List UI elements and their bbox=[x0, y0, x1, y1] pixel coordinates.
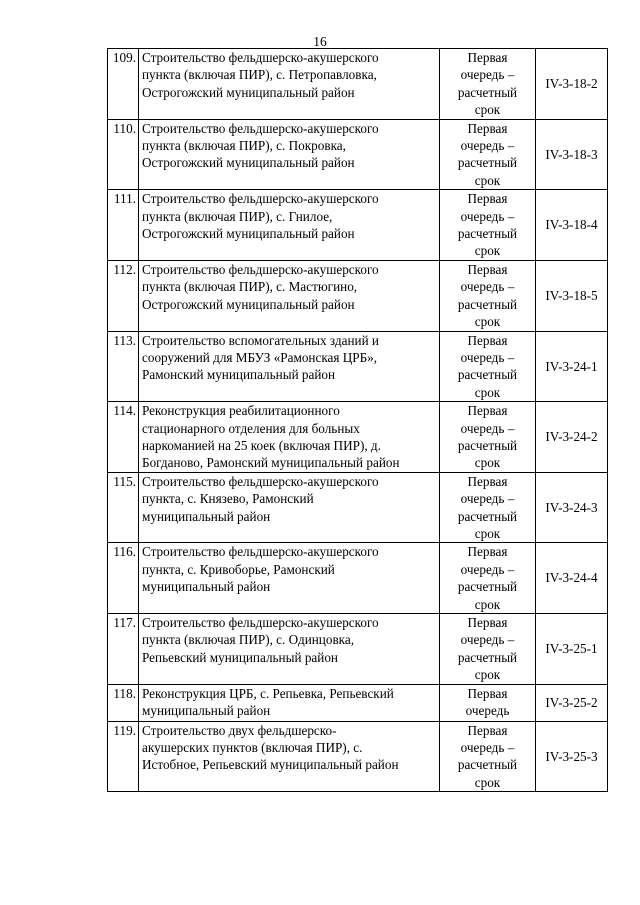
stage-line: очередь – bbox=[460, 138, 515, 154]
stage-line: Первая bbox=[467, 722, 508, 738]
stage-line: очередь – bbox=[460, 208, 515, 224]
description-line: сооружений для МБУЗ «Рамонская ЦРБ», bbox=[142, 349, 378, 365]
stage-line: расчетный bbox=[457, 84, 518, 100]
project-code: IV-3-24-1 bbox=[536, 331, 608, 402]
implementation-stage bbox=[440, 331, 536, 402]
stage-line: Первая bbox=[467, 685, 508, 701]
description-line: Истобное, Репьевский муниципальный район bbox=[142, 757, 399, 773]
row-number: 116. bbox=[108, 543, 139, 614]
row-number: 117. bbox=[108, 614, 139, 685]
project-description bbox=[139, 721, 440, 792]
project-description bbox=[139, 190, 440, 261]
implementation-stage bbox=[440, 543, 536, 614]
stage-line: Первая bbox=[467, 50, 508, 65]
project-description bbox=[139, 331, 440, 402]
table-row bbox=[108, 260, 608, 331]
project-code: IV-3-24-2 bbox=[536, 402, 608, 473]
row-number: 114. bbox=[108, 402, 139, 473]
description-line: пункта (включая ПИР), с. Гнилое, bbox=[142, 208, 333, 224]
project-code: IV-3-24-3 bbox=[536, 472, 608, 543]
row-number: 109. bbox=[108, 49, 139, 120]
description-line: Острогожский муниципальный район bbox=[142, 84, 355, 100]
row-number: 111. bbox=[108, 190, 139, 261]
table-row bbox=[108, 49, 608, 120]
description-line: Реконструкция ЦРБ, с. Репьевка, Репьевский bbox=[142, 685, 394, 701]
implementation-stage bbox=[440, 684, 536, 721]
description-line: муниципальный район bbox=[142, 579, 271, 595]
stage-line: срок bbox=[474, 455, 501, 471]
description-line: пункта, с. Князево, Рамонский bbox=[142, 491, 314, 507]
row-number: 119. bbox=[108, 721, 139, 792]
stage-line: очередь – bbox=[460, 67, 515, 83]
stage-line: срок bbox=[474, 774, 501, 790]
stage-line: расчетный bbox=[457, 437, 518, 453]
description-line: наркоманией на 25 коек (включая ПИР), д. bbox=[142, 437, 381, 453]
stage-line: Первая bbox=[467, 332, 508, 348]
stage-line: срок bbox=[474, 102, 501, 118]
stage-line: очередь – bbox=[460, 561, 515, 577]
stage-line: очередь – bbox=[460, 491, 515, 507]
description-line: Острогожский муниципальный район bbox=[142, 296, 355, 312]
stage-line: Первая bbox=[467, 544, 508, 560]
project-description bbox=[139, 260, 440, 331]
description-line: Репьевский муниципальный район bbox=[142, 649, 338, 665]
table-row bbox=[108, 119, 608, 190]
row-number: 112. bbox=[108, 260, 139, 331]
stage-line: срок bbox=[474, 525, 501, 541]
description-line: Рамонский муниципальный район bbox=[142, 367, 336, 383]
stage-line: очередь – bbox=[460, 740, 515, 756]
row-number: 110. bbox=[108, 119, 139, 190]
stage-line: Первая bbox=[467, 403, 508, 419]
project-description bbox=[139, 614, 440, 685]
description-line: стационарного отделения для больных bbox=[142, 420, 360, 436]
description-line: пункта (включая ПИР), с. Покровка, bbox=[142, 138, 346, 154]
description-line: Строительство фельдшерско-акушерского bbox=[142, 473, 379, 489]
stage-line: очередь – bbox=[460, 349, 515, 365]
implementation-stage bbox=[440, 614, 536, 685]
project-description bbox=[139, 472, 440, 543]
description-line: муниципальный район bbox=[142, 508, 271, 524]
description-line: Строительство фельдшерско-акушерского bbox=[142, 615, 379, 630]
project-description bbox=[139, 543, 440, 614]
table-body bbox=[108, 49, 608, 792]
implementation-stage bbox=[440, 721, 536, 792]
row-number: 115. bbox=[108, 472, 139, 543]
stage-line: Первая bbox=[467, 191, 508, 207]
description-line: Реконструкция реабилитационного bbox=[142, 403, 340, 419]
description-line: пункта (включая ПИР), с. Одинцовка, bbox=[142, 632, 355, 648]
stage-line: очередь – bbox=[460, 279, 515, 295]
row-number: 118. bbox=[108, 684, 139, 721]
project-code: IV-3-25-2 bbox=[536, 684, 608, 721]
table-row bbox=[108, 331, 608, 402]
project-code: IV-3-18-4 bbox=[536, 190, 608, 261]
table-row bbox=[108, 190, 608, 261]
description-line: пункта (включая ПИР), с. Петропавловка, bbox=[142, 67, 377, 83]
implementation-stage bbox=[440, 119, 536, 190]
stage-line: срок bbox=[474, 314, 501, 330]
table-row bbox=[108, 614, 608, 685]
stage-line: Первая bbox=[467, 261, 508, 277]
description-line: Строительство фельдшерско-акушерского bbox=[142, 120, 379, 136]
stage-line: расчетный bbox=[457, 508, 518, 524]
project-description bbox=[139, 119, 440, 190]
description-line: Строительство фельдшерско-акушерского bbox=[142, 50, 379, 65]
implementation-stage bbox=[440, 260, 536, 331]
stage-line: Первая bbox=[467, 120, 508, 136]
description-line: муниципальный район bbox=[142, 703, 271, 719]
projects-table bbox=[107, 48, 608, 792]
stage-line: очередь – bbox=[460, 632, 515, 648]
implementation-stage bbox=[440, 49, 536, 120]
stage-line: расчетный bbox=[457, 757, 518, 773]
stage-line: расчетный bbox=[457, 155, 518, 171]
stage-line: расчетный bbox=[457, 649, 518, 665]
stage-line: очередь bbox=[465, 703, 510, 719]
description-line: Строительство вспомогательных зданий и bbox=[142, 332, 379, 348]
implementation-stage bbox=[440, 190, 536, 261]
description-line: Острогожский муниципальный район bbox=[142, 155, 355, 171]
page-number: 16 bbox=[313, 34, 327, 49]
project-code: IV-3-18-5 bbox=[536, 260, 608, 331]
project-description bbox=[139, 49, 440, 120]
stage-line: Первая bbox=[467, 473, 508, 489]
project-code: IV-3-25-3 bbox=[536, 721, 608, 792]
stage-line: срок bbox=[474, 172, 501, 188]
stage-line: расчетный bbox=[457, 226, 518, 242]
table-row bbox=[108, 472, 608, 543]
description-line: акушерских пунктов (включая ПИР), с. bbox=[142, 740, 363, 756]
table-row bbox=[108, 543, 608, 614]
project-description bbox=[139, 402, 440, 473]
description-line: Богданово, Рамонский муниципальный район bbox=[142, 455, 400, 471]
stage-line: расчетный bbox=[457, 367, 518, 383]
project-description bbox=[139, 684, 440, 721]
stage-line: расчетный bbox=[457, 296, 518, 312]
description-line: пункта, с. Кривоборье, Рамонский bbox=[142, 561, 335, 577]
stage-line: срок bbox=[474, 243, 501, 259]
stage-line: срок bbox=[474, 384, 501, 400]
project-code: IV-3-18-3 bbox=[536, 119, 608, 190]
description-line: Строительство фельдшерско-акушерского bbox=[142, 544, 379, 560]
stage-line: срок bbox=[474, 596, 501, 612]
stage-line: Первая bbox=[467, 615, 508, 630]
description-line: Строительство фельдшерско-акушерского bbox=[142, 191, 379, 207]
table-row bbox=[108, 684, 608, 721]
description-line: пункта (включая ПИР), с. Мастюгино, bbox=[142, 279, 358, 295]
row-number: 113. bbox=[108, 331, 139, 402]
stage-line: очередь – bbox=[460, 420, 515, 436]
project-code: IV-3-18-2 bbox=[536, 49, 608, 120]
description-line: Строительство двух фельдшерско- bbox=[142, 722, 337, 738]
implementation-stage bbox=[440, 402, 536, 473]
description-line: Строительство фельдшерско-акушерского bbox=[142, 261, 379, 277]
stage-line: расчетный bbox=[457, 579, 518, 595]
project-code: IV-3-25-1 bbox=[536, 614, 608, 685]
table-row bbox=[108, 402, 608, 473]
project-code: IV-3-24-4 bbox=[536, 543, 608, 614]
description-line: Острогожский муниципальный район bbox=[142, 226, 355, 242]
table-row bbox=[108, 721, 608, 792]
stage-line: срок bbox=[474, 667, 501, 683]
implementation-stage bbox=[440, 472, 536, 543]
